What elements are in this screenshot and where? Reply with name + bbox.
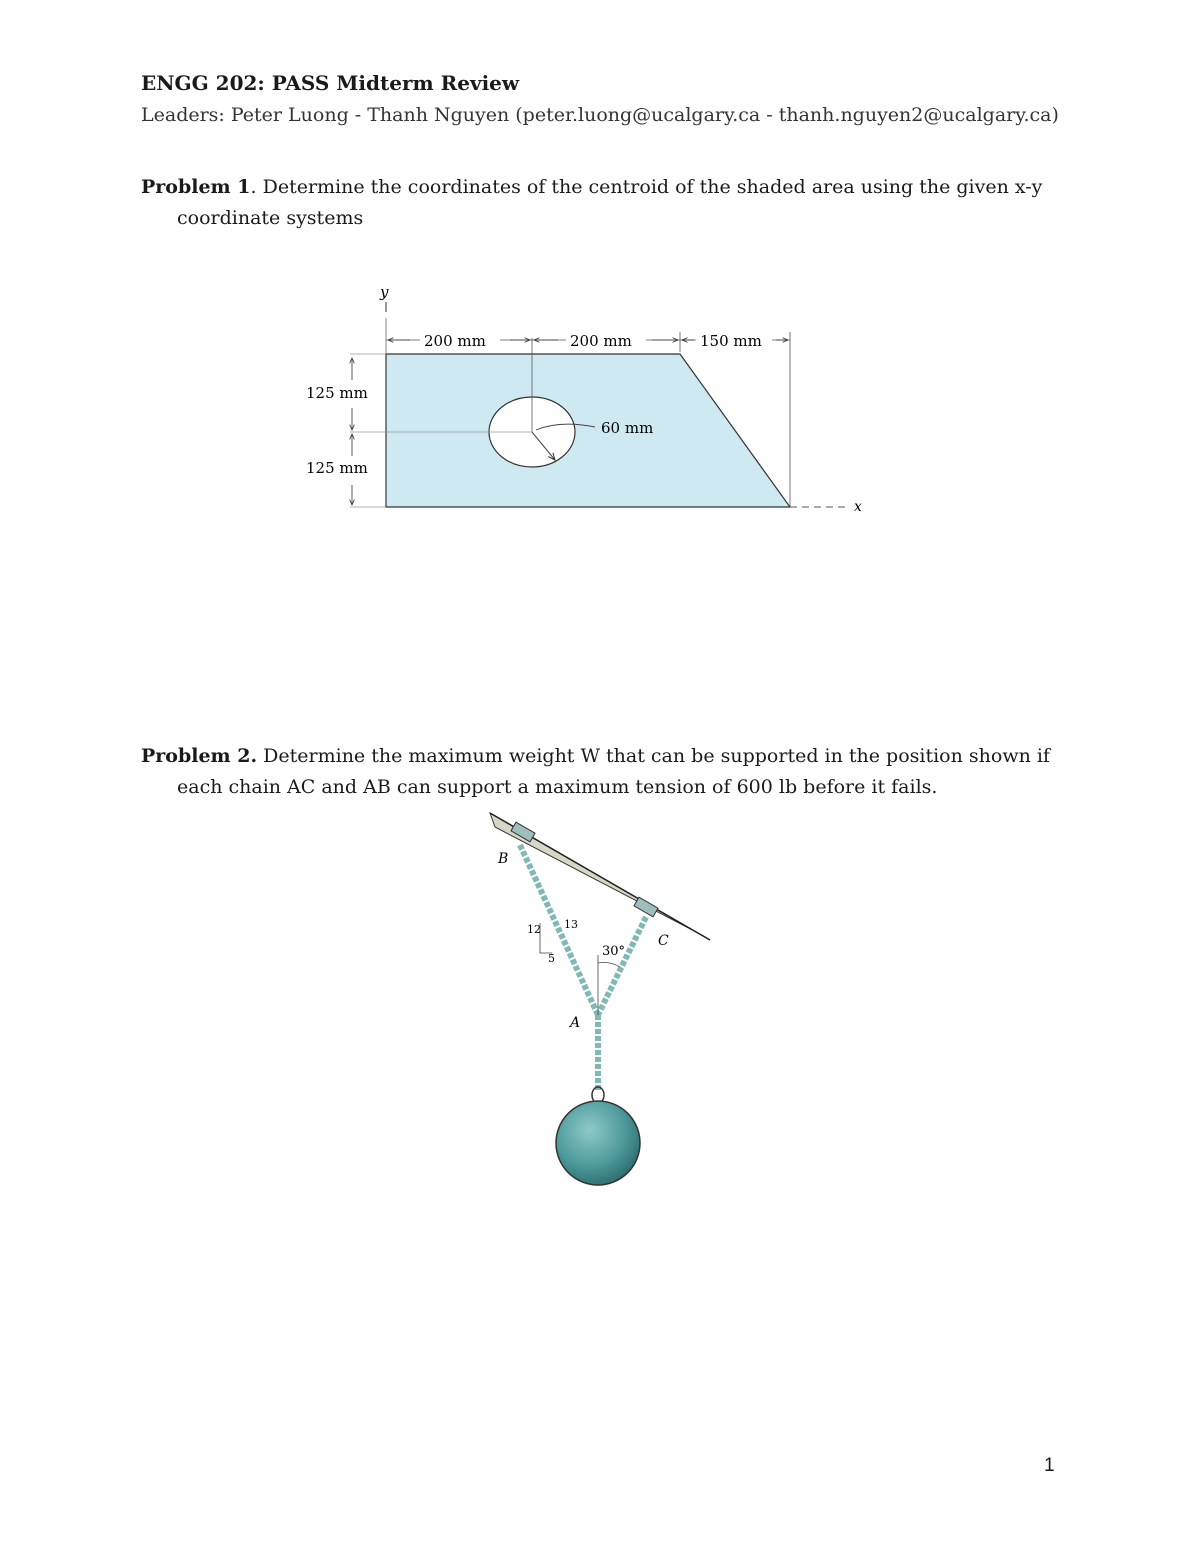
label-b: B [498,851,509,867]
angle-label: 30° [602,944,626,959]
dim-top-3: 150 mm [700,332,762,350]
chain-ac [598,917,646,1015]
chain-weight-figure [480,805,730,1195]
label-a: A [570,1015,581,1031]
slope-5: 5 [548,952,555,965]
y-axis-label: y [380,283,389,301]
leaders-line: Leaders: Peter Luong - Thanh Nguyen (peter.luong@ucalgary.ca - thanh.nguyen2@ucalgary.ca) [141,104,1059,126]
problem-1 [141,172,1059,234]
problem-1-label: Problem 1 [141,176,251,198]
dim-left-1: 125 mm [306,384,368,402]
page-number: 1 [1044,1455,1055,1476]
problem-2-text-line2: each chain AC and AB can support a maximum tension of 600 lb before it fails. [177,776,938,798]
problem-1-text-line1: . Determine the coordinates of the centroid of the shaded area using the given x-y [250,176,1043,198]
shaded-area [386,354,790,507]
problem-1-text-line2: coordinate systems [177,207,364,229]
document-title: ENGG 202: PASS Midterm Review [141,71,520,95]
slope-13: 13 [564,918,578,931]
problem-2 [141,741,1059,803]
dim-left-2: 125 mm [306,459,368,477]
slope-12: 12 [527,923,541,936]
problem-2-label: Problem 2. [141,745,258,767]
dim-top-2: 200 mm [570,332,632,350]
weight-ball [556,1101,640,1185]
dim-top-1: 200 mm [424,332,486,350]
x-axis-label: x [854,499,862,515]
label-c: C [658,933,669,949]
centroid-figure [290,280,890,520]
problem-2-text-line1: Determine the maximum weight W that can be supported in the position shown if [257,745,1050,767]
hole-radius-label: 60 mm [601,419,654,437]
